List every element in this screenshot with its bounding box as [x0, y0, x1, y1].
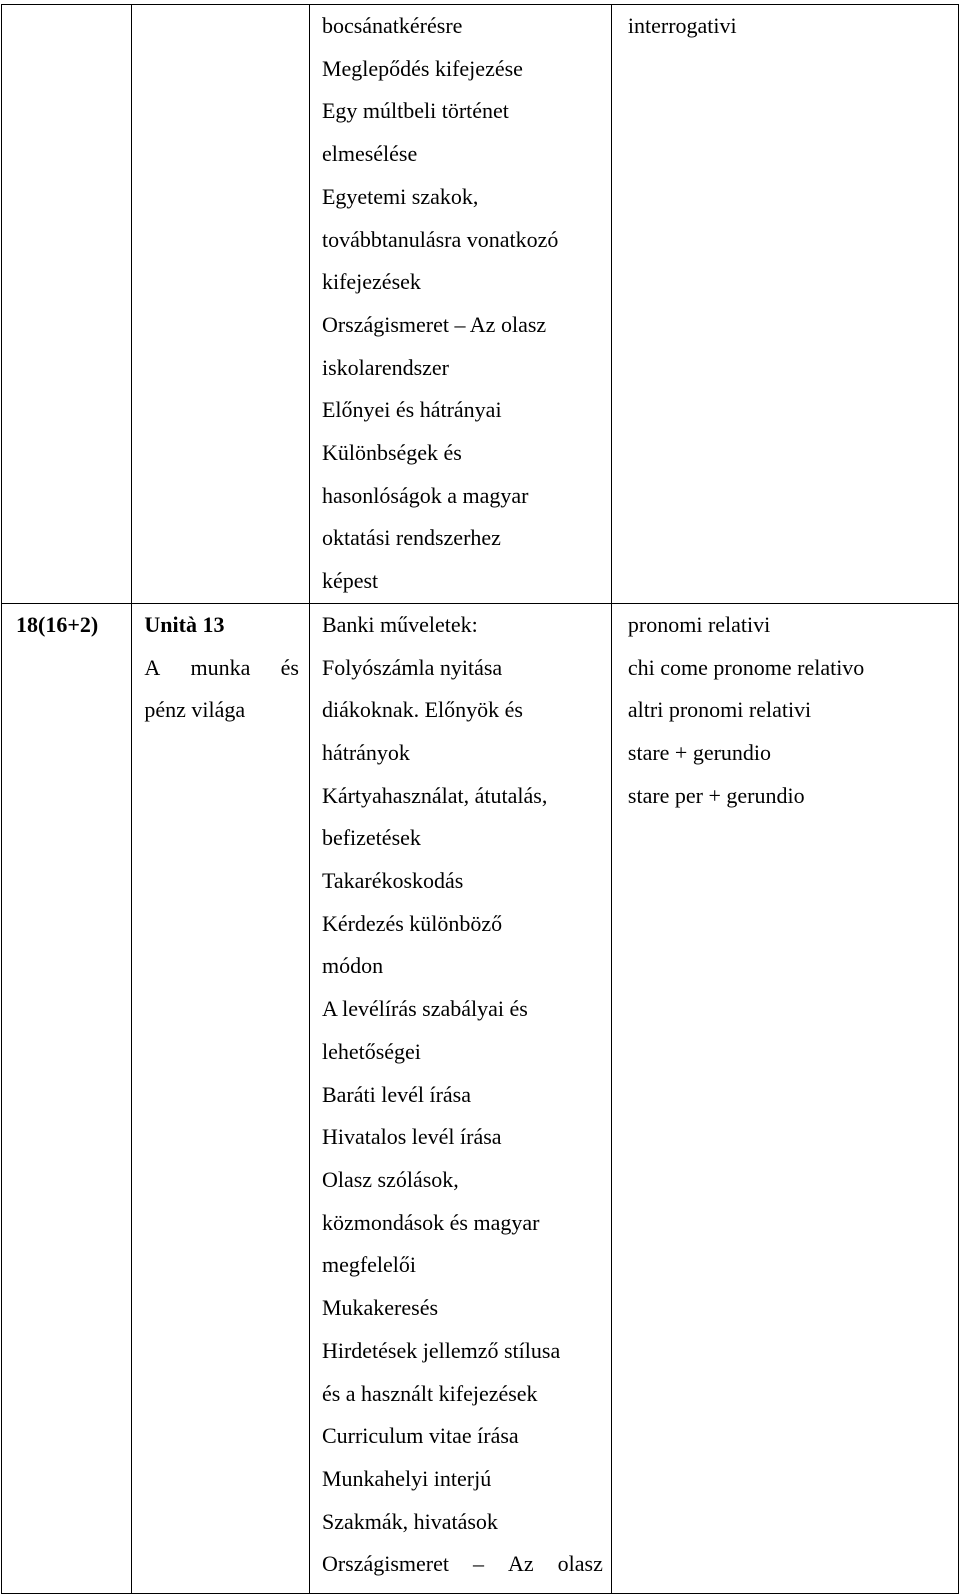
topic-line: Szakmák, hivatások — [321, 1508, 498, 1534]
grammar-line: stare + gerundio — [627, 739, 772, 765]
topic-line: iskolarendszer — [321, 354, 450, 380]
grammar-line: chi come pronome relativo — [627, 654, 865, 680]
topic-line: diákoknak. Előnyök és — [321, 697, 523, 723]
topic-word: Országismeret — [321, 1551, 450, 1577]
topic-line: Baráti levél írása — [321, 1081, 471, 1107]
hours-text: 18(16+2) — [16, 611, 99, 637]
topic-line: Meglepődés kifejezése — [321, 55, 523, 81]
topic-line: befizetések — [321, 825, 421, 851]
grammar-line: stare per + gerundio — [627, 782, 805, 808]
grammar-list — [612, 604, 958, 818]
topic-line: Előnyei és hátrányai — [321, 397, 502, 423]
unit-subtitle-word: munka — [190, 654, 251, 680]
grammar-line: altri pronomi relativi — [627, 697, 812, 723]
topic-line: képest — [321, 568, 379, 594]
topics-cell — [309, 603, 611, 1593]
topic-line: Hirdetések jellemző stílusa — [321, 1337, 561, 1363]
grammar-cell — [611, 5, 958, 604]
unit-subtitle-line1 — [144, 647, 299, 690]
topic-line: Takarékoskodás — [321, 868, 464, 894]
topic-line: és a használt kifejezések — [321, 1380, 538, 1406]
table-row-unit-13 — [2, 603, 959, 1593]
topic-line: elmesélése — [321, 141, 418, 167]
topic-line: Egy múltbeli történet — [321, 98, 509, 124]
topic-line: Mukakeresés — [321, 1295, 439, 1321]
topic-line: Banki műveletek: — [321, 611, 478, 637]
topic-line: A levélírás szabályai és — [321, 996, 528, 1022]
topic-line: módon — [321, 953, 384, 979]
topic-line: bocsánatkérésre — [321, 13, 463, 38]
topic-line: kifejezések — [321, 269, 421, 295]
topics-list — [310, 5, 611, 603]
topic-line: hasonlóságok a magyar — [321, 482, 529, 508]
topic-line: oktatási rendszerhez — [321, 525, 501, 551]
topic-line: továbbtanulásra vonatkozó — [321, 226, 559, 252]
topic-line: Munkahelyi interjú — [321, 1465, 492, 1491]
unit-subtitle-word: és — [280, 654, 299, 680]
topic-line: hátrányok — [321, 739, 410, 765]
topics-cell — [309, 5, 611, 604]
topic-word: olasz — [557, 1551, 603, 1577]
unit-cell — [132, 5, 310, 604]
unit-cell — [132, 603, 310, 1593]
unit-block — [132, 604, 309, 732]
topic-word: – — [473, 1551, 485, 1577]
topic-line: Hivatalos levél írása — [321, 1124, 502, 1150]
unit-subtitle-line2: pénz világa — [144, 697, 246, 723]
topic-line: Kérdezés különböző — [321, 910, 503, 936]
topics-list — [310, 604, 611, 1586]
topic-line: Kártyahasználat, átutalás, — [321, 782, 548, 808]
topic-word: Az — [508, 1551, 534, 1577]
hours-cell — [2, 5, 132, 604]
topic-line: Országismeret – Az olasz — [321, 311, 547, 337]
table-row-continuation — [2, 5, 959, 604]
topic-line: megfelelői — [321, 1252, 417, 1278]
topic-line: lehetőségei — [321, 1038, 421, 1064]
hours-cell — [2, 603, 132, 1593]
topic-line: Curriculum vitae írása — [321, 1423, 519, 1449]
topic-line-last — [322, 1543, 603, 1586]
syllabus-table — [1, 4, 959, 1594]
topic-line: Egyetemi szakok, — [321, 183, 479, 209]
topic-line: Különbségek és — [321, 440, 462, 466]
topic-line: Folyószámla nyitása — [321, 654, 503, 680]
grammar-list — [612, 5, 958, 48]
topic-line: Olasz szólások, — [321, 1166, 459, 1192]
unit-title: Unità 13 — [144, 611, 225, 637]
grammar-cell — [611, 603, 958, 1593]
topic-line: közmondások és magyar — [321, 1209, 540, 1235]
grammar-line: interrogativi — [627, 13, 737, 38]
unit-subtitle-word: A — [144, 654, 161, 680]
grammar-line: pronomi relativi — [627, 611, 771, 637]
